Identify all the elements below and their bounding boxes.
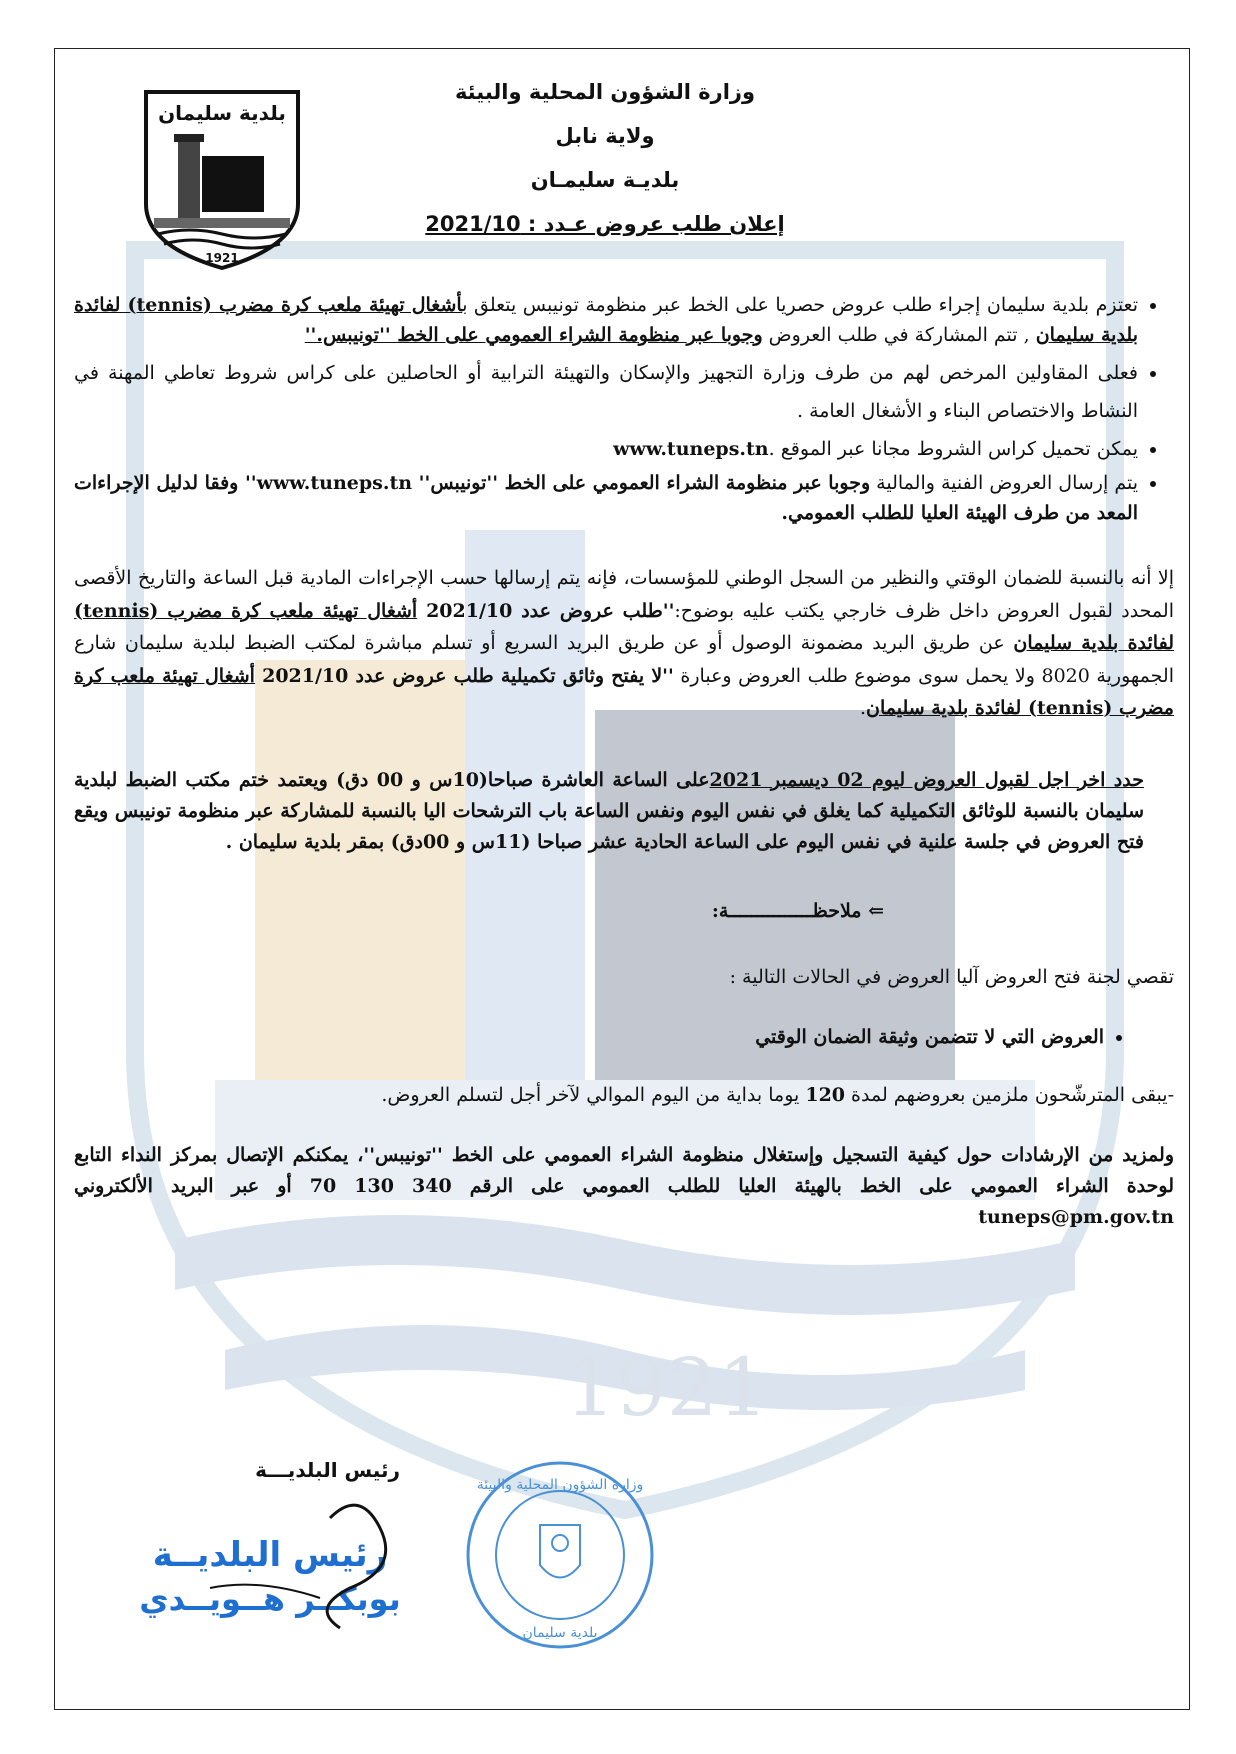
bullet-item [74,290,1138,350]
document-body [74,290,1174,1233]
deadline-paragraph [74,765,1174,858]
logo-text: بلدية سليمان [158,101,286,125]
municipality-name: بلديـة سليمـان [530,168,680,192]
text-run: على الساعة العاشرة صباحا(10س و 00 دق) ويعتمد ختم مكتب الضبط لبلدية سليمان بالنسبة للوثائق التكميلية كما يغلق في نفس اليوم ونفس الساعة باب الترشحات اليا بالنسبة للمشاركة عبر منظومة تونيبس ويقع فتح العروض في جلسة علنية في نفس اليوم على الساعة الحادية عشر صباحا (11س و 00دق) بمقر بلدية سليمان . [74,768,1144,853]
text-run: عن طريق البريد مضمونة الوصول أو عن طريق البريد السريع أو تسلم مباشرة لمكتب الضبط لبلدية سليمان شارع الجمهورية 8020 ولا يحمل سوى موضوع طلب العروض وعبارة [74,632,1174,687]
main-bullets [74,290,1174,528]
text-run: إلا أنه بالنسبة للضمان الوقتي والنظير من السجل الوطني للمؤسسات، فإنه يتم إرسالها حسب الإجراءات المادية قبل الساعة والتاريخ الأقصى المحدد لقبول العروض داخل ظرف خارجي يكتب عليه بوضوح: [74,567,1174,622]
municipality-logo [140,86,304,274]
envelope-paragraph [74,562,1174,725]
signature-stamp [100,1458,420,1658]
signature-title: رئيس البلديـــة [255,1458,400,1482]
text-run: وجوبا عبر منظومة الشراء العمومي على الخط ''تونيبس.'' [304,324,763,346]
text-run: أشغال تهيئة ملعب كرة مضرب (tennis) لفائدة بلدية سليمان [74,664,1174,719]
exclusion-item: • العروض التي لا تتضمن وثيقة الضمان الوقتي [74,1022,1104,1052]
stamp-mayor-name: بوبكــر هــويــدي [139,1580,401,1618]
text-run: أشغال تهيئة ملعب كرة مضرب (tennis) لفائدة بلدية سليمان [74,294,1138,346]
text-run: تعتزم بلدية سليمان إجراء طلب عروض حصريا على الخط عبر منظومة تونيبس يتعلق ب [462,294,1139,316]
contact-paragraph: ولمزيد من الإرشادات حول كيفية التسجيل وإستغلال منظومة الشراء العمومي على الخط ''تونيبس''، يمكنكم الإتصال بمركز النداء التابع لوحدة الشراء العمومي على الخط بالهيئة العليا للطلب العمومي على الرقم 340 130 70 أو عبر البريد الألكتروني tuneps@pm.gov.tn [74,1143,1174,1228]
text-run: وجوبا عبر منظومة الشراء العمومي على الخط ''تونيبس'' www.tuneps.tn'' وفقا لدليل الإجراءات المعد من طرف الهيئة العليا للطلب العمومي. [74,472,1138,524]
note-intro: تقصي لجنة فتح العروض آليا العروض في الحالات التالية : [729,965,1174,988]
bullet-item [74,434,1138,464]
state-name: ولاية نابل [555,124,655,148]
text-run: حدد اخر اجل لقبول العروض ليوم 02 ديسمبر 2021 [709,768,1144,791]
logo-year: 1921 [205,251,239,265]
text-run: فعلى المقاولين المرخص لهم من طرف وزارة التجهيز والإسكان والتهيئة الترابية أو الحاصلين على كراس شروط تعاطي المهنة في النشاط والاختصاص البناء و الأشغال العامة . [74,362,1138,422]
text-run: يمكن تحميل كراس الشروط مجانا عبر الموقع . [768,438,1138,460]
text-run: ''طلب عروض عدد 2021/10 [417,599,675,622]
text-run: يوما بداية من اليوم الموالي لآخر أجل لتسلم العروض. [381,1083,806,1106]
text-run: ''لا يفتح وثائق تكميلية طلب عروض عدد 2021/10 [254,664,674,687]
ministry-name: وزارة الشؤون المحلية والبيئة [454,80,756,104]
stamp-title: رئيس البلديــة [152,1535,388,1575]
bullet-item [74,354,1138,430]
text-run: أشغال تهيئة ملعب كرة مضرب (tennis) لفائدة بلدية سليمان [74,599,1174,654]
note-label: ⇐ ملاحظـــــــــــــــة: [711,899,884,922]
bullet-item [74,468,1138,528]
text-run: . [859,697,866,719]
stamp-ring-text: وزارة الشؤون المحلية والبيئة [476,1477,644,1493]
stamp-bottom-text: بلدية سليمان [522,1625,598,1641]
text-run: 120 [805,1083,846,1106]
announcement-title: إعلان طلب عروض عـدد : 2021/10 [425,212,785,236]
text-run: -يبقى المترشّحون ملزمين بعروضهم لمدة [845,1083,1174,1106]
watermark-year: 1921 [565,1341,769,1434]
validity-paragraph [74,1080,1174,1110]
signature-block [100,1458,420,1658]
text-run: يتم إرسال العروض الفنية والمالية [870,472,1138,494]
official-stamp [460,1455,660,1655]
text-run: , تتم المشاركة في طلب العروض [762,324,1036,346]
text-run: www.tuneps.tn [613,438,769,460]
document-header [380,70,830,246]
exclusion-bullets [74,1022,1174,1052]
